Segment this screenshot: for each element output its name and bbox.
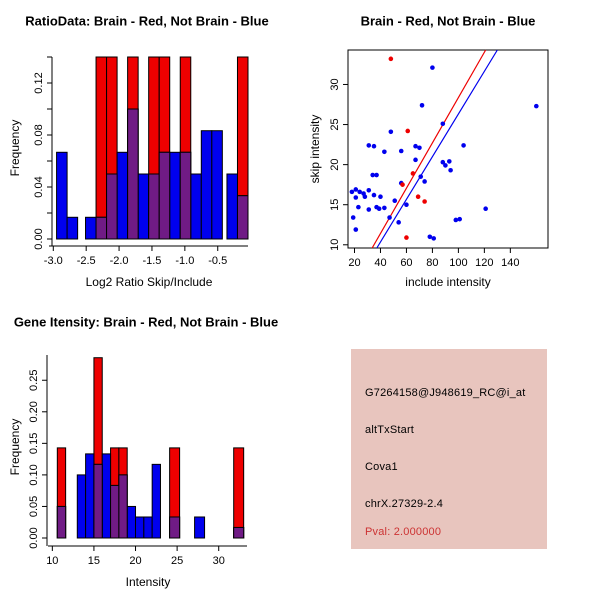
data-point-red xyxy=(389,57,394,62)
data-point-blue xyxy=(356,205,361,210)
data-point-blue xyxy=(418,174,423,179)
data-point-blue xyxy=(366,207,371,212)
x-tick-label: 140 xyxy=(501,257,520,269)
scatter-xlabel: include intensity xyxy=(405,275,491,289)
histogram-bar-overlap xyxy=(170,517,180,538)
data-point-blue xyxy=(382,150,387,155)
histogram-bar-overlap xyxy=(234,527,244,538)
y-tick-label: 25 xyxy=(329,118,341,131)
y-tick-label: 15 xyxy=(329,198,341,211)
data-point-blue xyxy=(430,65,435,70)
data-point-blue xyxy=(389,129,394,134)
data-point-blue xyxy=(387,215,392,220)
histogram-bar-blue xyxy=(170,152,181,239)
y-tick-label: 0.05 xyxy=(28,495,40,518)
x-tick-label: 40 xyxy=(374,257,387,269)
histogram-bar-blue xyxy=(201,131,212,239)
scatter-ylabel: skip intensity xyxy=(308,114,322,184)
x-tick-label: 10 xyxy=(46,555,59,567)
x-tick-label: 30 xyxy=(212,555,225,567)
histogram-bar-overlap xyxy=(237,196,248,239)
data-point-blue xyxy=(417,145,422,150)
histogram-bar-blue xyxy=(227,174,238,239)
data-point-red xyxy=(411,171,416,176)
x-tick-label: 100 xyxy=(449,257,468,269)
data-point-blue xyxy=(396,220,401,225)
histogram-bar-blue xyxy=(77,475,85,538)
x-tick-label: -0.5 xyxy=(208,255,228,267)
histogram-bar-red xyxy=(234,448,244,538)
histogram-bar-blue xyxy=(152,464,160,538)
data-point-red xyxy=(416,194,421,199)
histogram-bar-overlap xyxy=(111,485,119,538)
histogram-bar-overlap xyxy=(149,174,160,239)
ratio-histogram-title: RatioData: Brain - Red, Not Brain - Blue xyxy=(25,13,269,29)
histogram-bar-blue xyxy=(191,174,202,239)
data-point-blue xyxy=(353,227,358,232)
x-tick-label: 15 xyxy=(87,555,101,567)
data-point-blue xyxy=(350,190,355,195)
event-type-text: altTxStart xyxy=(365,424,415,436)
x-tick-label: 20 xyxy=(129,555,142,567)
data-point-blue xyxy=(431,236,436,241)
y-tick-label: 20 xyxy=(329,158,341,171)
histogram-bar-overlap xyxy=(57,506,65,538)
probe-id-text: G7264158@J948619_RC@i_at xyxy=(365,387,526,399)
gene-info-panel xyxy=(351,349,547,549)
histogram-bar-blue xyxy=(57,152,68,239)
x-tick-label: 80 xyxy=(426,257,439,269)
y-tick-label: 0.04 xyxy=(33,176,45,198)
data-point-blue xyxy=(353,195,358,200)
y-tick-label: 0.00 xyxy=(33,228,45,250)
histogram-bar-overlap xyxy=(159,152,170,239)
data-point-red xyxy=(422,199,427,204)
x-tick-label: 120 xyxy=(475,257,494,269)
gene-histogram-ylabel: Frequency xyxy=(8,418,22,476)
histogram-bar-blue xyxy=(127,506,135,538)
histogram-bar-blue xyxy=(102,454,110,538)
histogram-bar-blue xyxy=(138,174,149,239)
y-tick-label: 30 xyxy=(329,78,341,91)
data-point-red xyxy=(400,182,405,187)
locus-text: chrX.27329-2.4 xyxy=(365,498,444,510)
data-point-red xyxy=(404,235,409,240)
data-point-blue xyxy=(353,187,358,192)
x-tick-label: 60 xyxy=(400,257,413,269)
x-tick-label: -1.0 xyxy=(175,255,195,267)
histogram-bar-red xyxy=(96,57,107,239)
data-point-blue xyxy=(377,206,382,211)
data-point-blue xyxy=(351,215,356,220)
pval-text: Pval: 2.000000 xyxy=(365,526,442,538)
histogram-bar-overlap xyxy=(119,475,127,538)
y-tick-label: 0.08 xyxy=(33,124,45,146)
data-point-blue xyxy=(363,194,368,199)
y-tick-label: 0.25 xyxy=(28,369,40,391)
data-point-blue xyxy=(443,163,448,168)
data-point-blue xyxy=(447,159,452,164)
gene-histogram-title: Gene Itensity: Brain - Red, Not Brain - Blue xyxy=(13,314,279,330)
data-point-blue xyxy=(483,206,488,211)
x-tick-label: 20 xyxy=(348,257,361,269)
data-point-blue xyxy=(534,104,539,109)
y-tick-label: 10 xyxy=(329,238,341,251)
histogram-bar-overlap xyxy=(96,217,107,239)
data-point-blue xyxy=(399,149,404,154)
data-point-blue xyxy=(441,121,446,126)
data-point-blue xyxy=(404,202,409,207)
histogram-bar-blue xyxy=(144,517,152,538)
x-tick-label: 25 xyxy=(170,555,184,567)
data-point-blue xyxy=(374,173,379,178)
histogram-bar-blue xyxy=(86,454,94,538)
histogram-bar-blue xyxy=(117,152,128,239)
fit-line-blue xyxy=(377,50,498,248)
histogram-bar-blue xyxy=(136,517,144,538)
data-point-blue xyxy=(372,193,377,198)
histogram-bar-blue xyxy=(195,517,205,538)
x-tick-label: -3.0 xyxy=(43,255,63,267)
histogram-bar-overlap xyxy=(180,152,191,239)
scatter-title: Brain - Red, Not Brain - Blue xyxy=(360,13,536,29)
data-point-blue xyxy=(413,158,418,163)
plot-frame xyxy=(348,50,548,248)
gene-name-text: Cova1 xyxy=(365,461,398,473)
data-point-blue xyxy=(366,143,371,148)
y-tick-label: 0.15 xyxy=(28,432,40,455)
data-point-blue xyxy=(461,143,466,148)
histogram-bar-blue xyxy=(86,217,97,239)
histogram-bar-overlap xyxy=(94,464,102,538)
x-tick-label: -2.0 xyxy=(109,255,129,267)
data-point-blue xyxy=(457,217,462,222)
data-point-blue xyxy=(382,206,387,211)
data-point-blue xyxy=(372,144,377,149)
x-tick-label: -1.5 xyxy=(142,255,162,267)
data-point-blue xyxy=(448,168,453,173)
data-point-blue xyxy=(366,188,371,193)
ratio-histogram-ylabel: Frequency xyxy=(8,119,22,177)
y-tick-label: 0.10 xyxy=(28,464,40,486)
histogram-bar-blue xyxy=(212,131,223,239)
y-tick-label: 0.12 xyxy=(33,72,45,94)
histogram-bar-overlap xyxy=(128,109,139,239)
histogram-bar-blue xyxy=(67,217,78,239)
data-point-blue xyxy=(420,103,425,108)
data-point-red xyxy=(405,129,410,134)
data-point-blue xyxy=(392,198,397,203)
data-point-blue xyxy=(453,218,458,223)
x-tick-label: -2.5 xyxy=(76,255,96,267)
data-point-blue xyxy=(378,194,383,199)
histogram-bar-overlap xyxy=(107,174,118,239)
data-point-blue xyxy=(422,179,427,184)
y-tick-label: 0.20 xyxy=(28,401,40,423)
gene-histogram-xlabel: Intensity xyxy=(125,575,171,589)
y-tick-label: 0.00 xyxy=(28,527,40,549)
ratio-histogram-xlabel: Log2 Ratio Skip/Include xyxy=(85,275,213,289)
